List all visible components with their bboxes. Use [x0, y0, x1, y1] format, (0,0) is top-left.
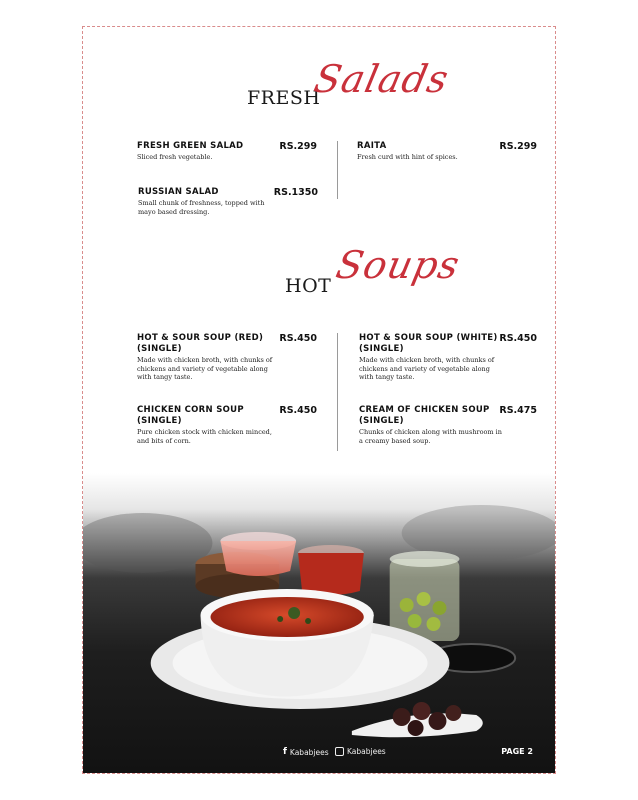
- item-description: Fresh curd with hint of spices.: [357, 153, 458, 161]
- column-divider: [337, 333, 338, 451]
- facebook-link[interactable]: [283, 747, 329, 757]
- menu-item: [357, 141, 537, 162]
- instagram-handle: Kababjees: [347, 747, 386, 756]
- instagram-link[interactable]: [335, 747, 386, 756]
- item-description: Pure chicken stock with chicken minced, and bits of corn.: [137, 428, 272, 445]
- item-price: RS.299: [279, 141, 317, 152]
- facebook-handle: Kababjees: [289, 747, 329, 757]
- soups-heading-plain: HOT: [285, 275, 332, 297]
- menu-page: [82, 26, 556, 774]
- salads-heading-script: Salads: [310, 57, 454, 101]
- salads-heading: [83, 57, 555, 117]
- column-divider: [337, 141, 338, 199]
- item-name: HOT & SOUR SOUP (RED) (SINGLE): [137, 333, 264, 354]
- item-name: CREAM OF CHICKEN SOUP (SINGLE): [359, 405, 490, 426]
- item-price: RS.299: [499, 141, 537, 152]
- menu-item: [359, 333, 537, 382]
- item-price: RS.450: [279, 405, 317, 416]
- item-name: HOT & SOUR SOUP (WHITE) (SINGLE): [359, 333, 498, 354]
- menu-item: [137, 141, 317, 162]
- item-description: Chunks of chicken along with mushroom in a creamy based soup.: [359, 428, 502, 445]
- menu-item: [137, 405, 317, 445]
- item-price: RS.475: [499, 405, 537, 416]
- item-description: Made with chicken broth, with chunks of chickens and variety of vegetable along with tangy taste.: [359, 356, 495, 381]
- soups-heading: [83, 245, 555, 305]
- item-price: RS.1350: [273, 187, 318, 198]
- page-footer: [83, 747, 555, 761]
- facebook-icon: f: [283, 747, 287, 757]
- item-name: CHICKEN CORN SOUP (SINGLE): [137, 405, 244, 426]
- item-name: RUSSIAN SALAD: [138, 187, 219, 197]
- menu-item: [359, 405, 537, 445]
- item-name: FRESH GREEN SALAD: [137, 141, 244, 151]
- item-description: Made with chicken broth, with chunks of chickens and variety of vegetable along with tangy taste.: [137, 356, 273, 381]
- menu-item: [138, 187, 318, 216]
- soup-photo: [83, 473, 555, 773]
- instagram-icon: [335, 747, 344, 756]
- page-number: PAGE 2: [501, 747, 533, 756]
- item-description: Small chunk of freshness, topped with mayo based dressing.: [138, 199, 265, 216]
- item-name: RAITA: [357, 141, 387, 151]
- item-description: Sliced fresh vegetable.: [137, 153, 213, 161]
- salads-heading-plain: FRESH: [247, 87, 321, 109]
- item-price: RS.450: [279, 333, 317, 344]
- menu-item: [137, 333, 317, 382]
- item-price: RS.450: [499, 333, 537, 344]
- soups-heading-script: Soups: [332, 243, 464, 287]
